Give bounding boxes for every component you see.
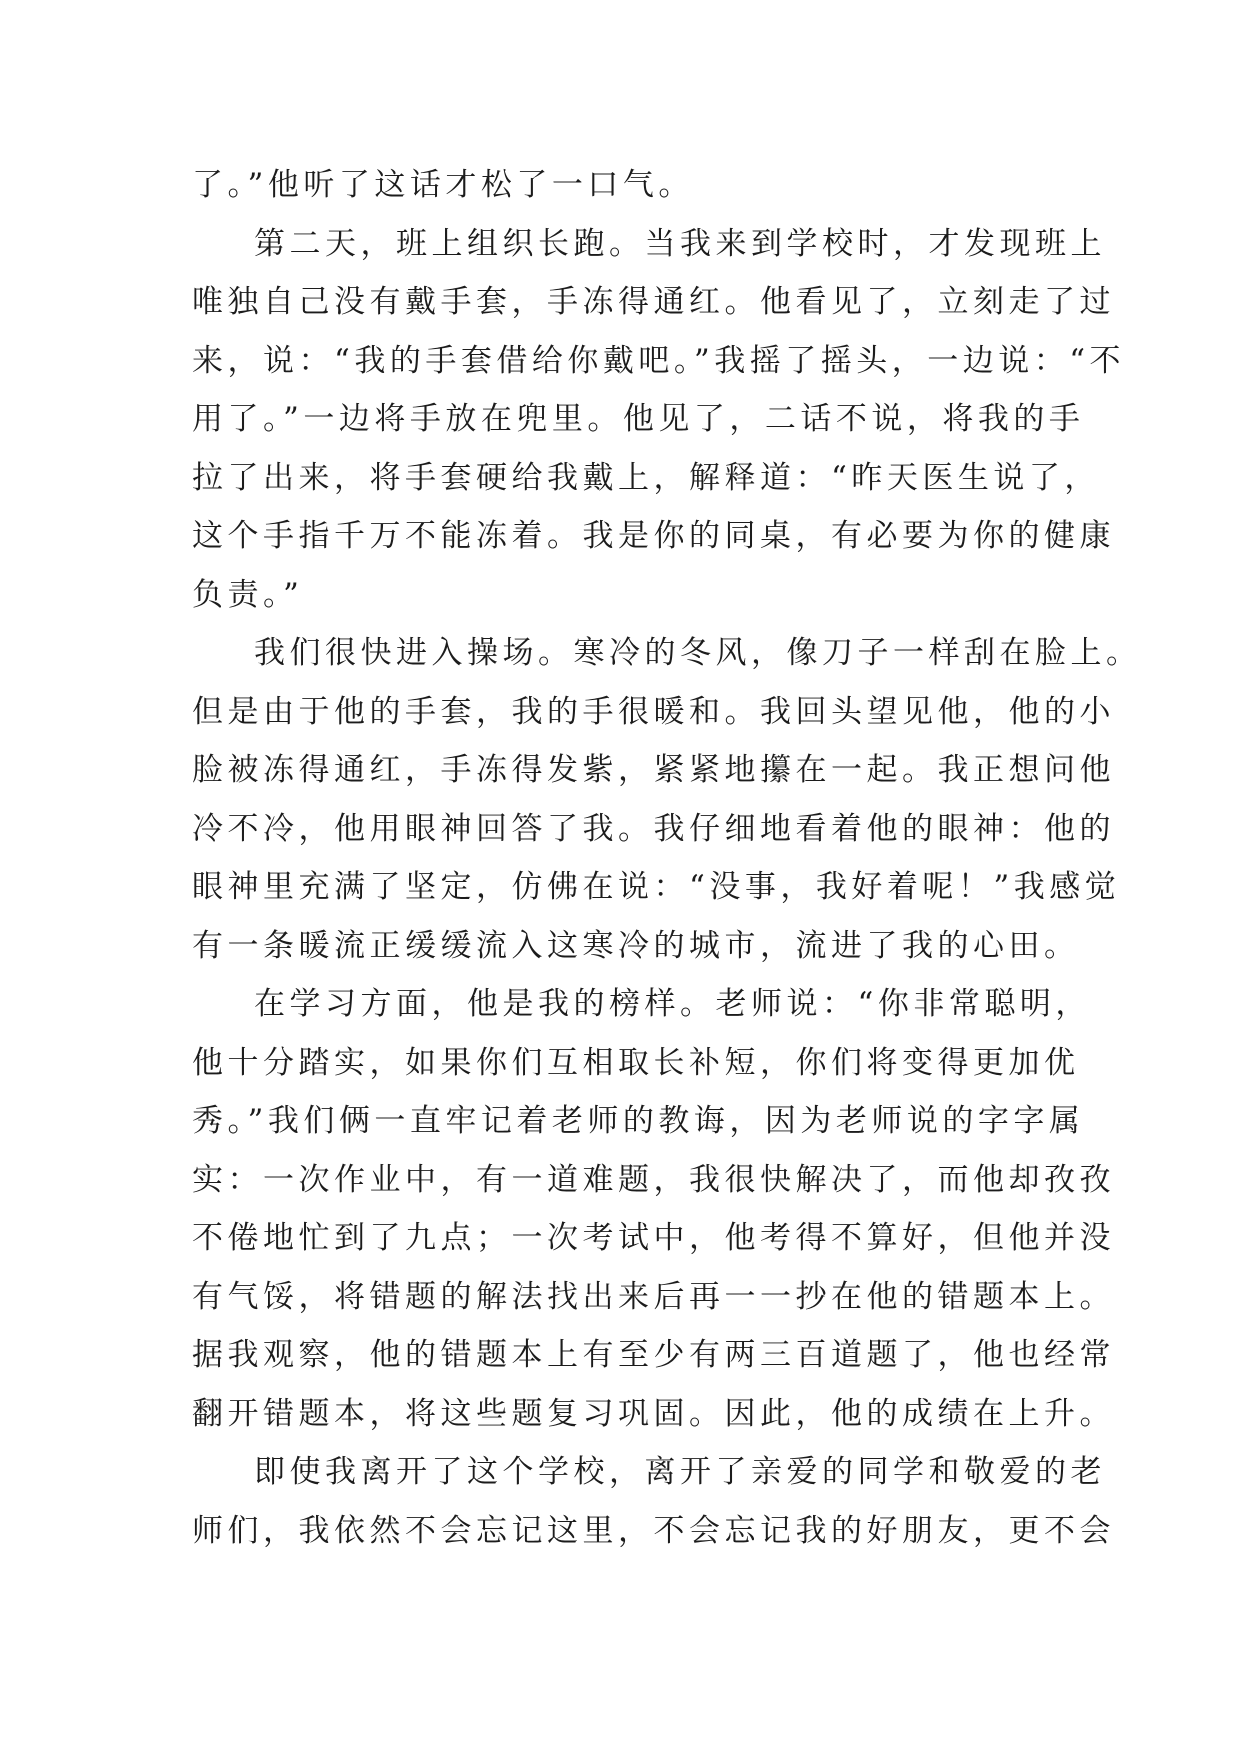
text-line: 有一条暖流正缓缓流入这寒冷的城市，流进了我的心田。 <box>192 927 1080 964</box>
essay-body <box>192 156 1142 1560</box>
text-line: 负责。” <box>192 576 304 613</box>
text-line: 来，说：“我的手套借给你戴吧。”我摇了摇头，一边说：“不 <box>192 342 1126 379</box>
paragraph-first-line: 即使我离开了这个学校，离开了亲爱的同学和敬爱的老 <box>254 1454 1106 1490</box>
text-line: 秀。”我们俩一直牢记着老师的教诲，因为老师说的字字属 <box>192 1103 1085 1139</box>
text-line: 有气馁，将错题的解法找出来后再一一抄在他的错题本上。 <box>192 1278 1115 1315</box>
paragraph-first-line: 第二天，班上组织长跑。当我来到学校时，才发现班上 <box>254 225 1106 262</box>
text-line: 但是由于他的手套，我的手很暖和。我回头望见他，他的小 <box>192 693 1115 730</box>
text-line: 翻开错题本，将这些题复习巩固。因此，他的成绩在上升。 <box>192 1395 1115 1432</box>
text-line: 他十分踏实，如果你们互相取长补短，你们将变得更加优 <box>192 1044 1080 1081</box>
text-line: 唯独自己没有戴手套，手冻得通红。他看见了，立刻走了过 <box>192 284 1115 320</box>
text-line: 实：一次作业中，有一道难题，我很快解决了，而他却孜孜 <box>192 1161 1115 1198</box>
text-line: 脸被冻得通红，手冻得发紫，紧紧地攥在一起。我正想问他 <box>192 752 1115 788</box>
text-line: 冷不冷，他用眼神回答了我。我仔细地看着他的眼神：他的 <box>192 810 1115 847</box>
text-line: 眼神里充满了坚定，仿佛在说：“没事，我好着呢！”我感觉 <box>192 869 1121 905</box>
text-line: 了。”他听了这话才松了一口气。 <box>192 167 694 203</box>
text-line: 拉了出来，将手套硬给我戴上，解释道：“昨天医生说了， <box>192 459 1100 496</box>
text-line: 据我观察，他的错题本上有至少有两三百道题了，他也经常 <box>192 1337 1115 1373</box>
paragraph-first-line: 我们很快进入操场。寒冷的冬风，像刀子一样刮在脸上。 <box>254 635 1142 671</box>
text-line: 不倦地忙到了九点；一次考试中，他考得不算好，但他并没 <box>192 1220 1115 1256</box>
text-line: 这个手指千万不能冻着。我是你的同桌，有必要为你的健康 <box>192 518 1115 554</box>
text-line: 师们，我依然不会忘记这里，不会忘记我的好朋友，更不会 <box>192 1512 1115 1549</box>
text-line: 用了。”一边将手放在兜里。他见了，二话不说，将我的手 <box>192 401 1085 437</box>
paragraph-first-line: 在学习方面，他是我的榜样。老师说：“你非常聪明， <box>254 986 1091 1022</box>
